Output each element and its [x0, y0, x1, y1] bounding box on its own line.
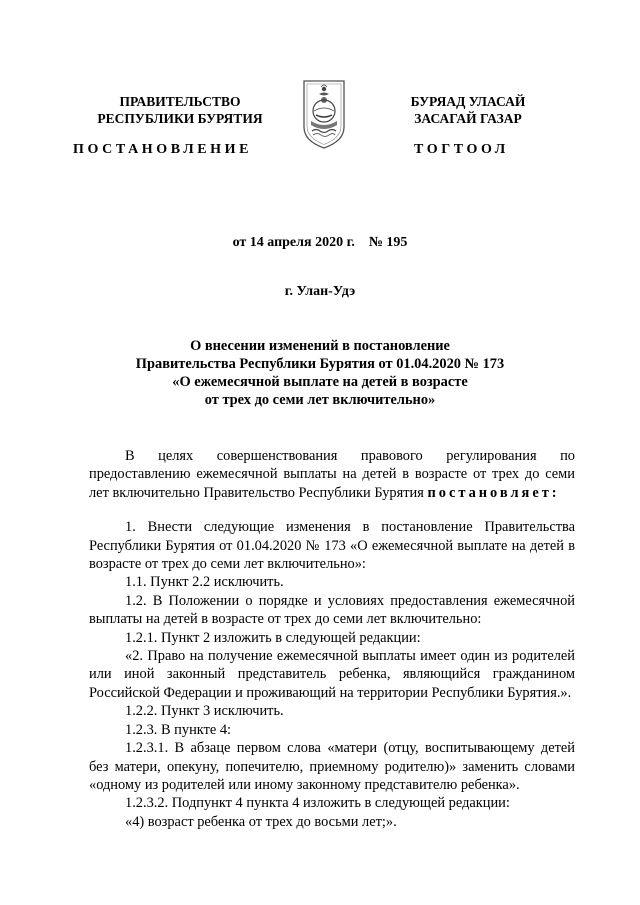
resolves-colon: : [551, 484, 557, 501]
list-item: «2. Право на получение ежемесячной выплаты имеет один из родителей или иной законный представитель ребенка, являющийся гражданином Российской Федерации и проживающий на территории Республики Бурятия.». [89, 648, 575, 701]
list-item: 1. Внести следующие изменения в постановление Правительства Республики Бурятия от 01.04.2020 № 173 «О ежемесячной выплате на детей в возрасте от трех до семи лет включительно»: [89, 519, 575, 573]
header-left-line2: РЕСПУБЛИКИ БУРЯТИЯ [97, 111, 263, 126]
title-line2: Правительства Республики Бурятия от 01.04.2020 № 173 [135, 356, 505, 372]
list-item: 1.2.1. Пункт 2 изложить в следующей редакции: [125, 629, 421, 646]
document-body [89, 447, 575, 831]
preamble [89, 447, 575, 502]
list-item: 1.2.2. Пункт 3 исключить. [125, 703, 284, 720]
document-title [0, 337, 640, 409]
list-item: 1.2.3. В пункте 4: [125, 721, 232, 738]
doc-type-right: ТОГТООЛ [414, 142, 509, 157]
list-item: 1.2.3.2. Подпункт 4 пункта 4 изложить в следующей редакции: [125, 795, 510, 812]
title-line1: О внесении изменений в постановление [190, 338, 450, 354]
list-item: 1.2. В Положении о порядке и условиях предоставления ежемесячной выплаты на детей в возрасте от трех до семи лет включительно: [89, 592, 575, 628]
doc-type-left: ПОСТАНОВЛЕНИЕ [73, 142, 253, 157]
header-left-line1: ПРАВИТЕЛЬСТВО [119, 94, 241, 109]
city: г. Улан-Удэ [284, 284, 356, 299]
list-item: 1.1. Пункт 2.2 исключить. [125, 574, 284, 591]
list-item: «4) возраст ребенка от трех до восьми лет;». [125, 813, 397, 830]
header-left [90, 93, 270, 127]
title-line3: «О ежемесячной выплате на детей в возрасте [172, 374, 468, 390]
header-right-line2: ЗАСАГАЙ ГАЗАР [414, 111, 522, 126]
header-right [378, 93, 558, 127]
header-right-line1: БУРЯАД УЛАСАЙ [410, 94, 526, 109]
preamble-text: В целях совершенствования правового регулирования по предоставлению ежемесячной выплаты на детей в возрасте от трех до семи лет включительно Правительство Республики Бурятия [89, 448, 575, 501]
buryatia-coat-of-arms-icon [300, 75, 348, 151]
title-line4: от трех до семи лет включительно» [204, 392, 436, 408]
date-number: от 14 апреля 2020 г. № 195 [232, 235, 408, 250]
list-item: 1.2.3.1. В абзаце первом слова «матери (отцу, воспитывающему детей без матери, опекуну, попечителю, приемному родителю)» заменить словами «одному из родителей или иному законному представителю ребенка». [89, 740, 575, 793]
resolves-word: постановляет [427, 484, 552, 501]
